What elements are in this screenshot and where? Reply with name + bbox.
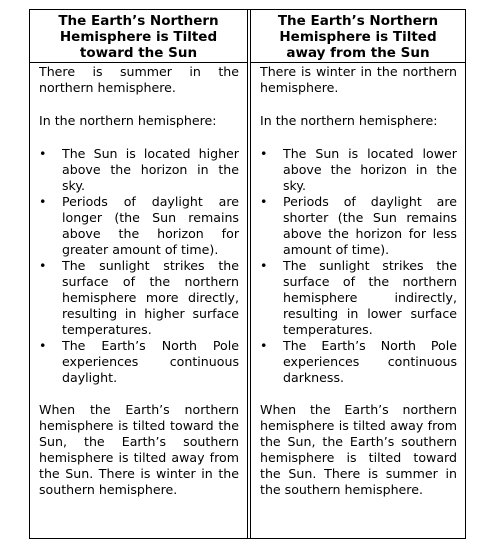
column-body — [30, 63, 247, 498]
bullet-icon: • — [39, 146, 47, 161]
bullet-icon: • — [260, 258, 268, 273]
column-tilted-away-from-sun — [250, 10, 465, 538]
bullet-icon: • — [260, 146, 268, 161]
column-heading: The Earth’s Northern Hemisphere is Tilted away from the Sun — [251, 10, 465, 63]
bullet-icon: • — [260, 338, 268, 353]
conclusion-paragraph: When the Earth’s northern hemisphere is tilted toward the Sun, the Earth’s southern hemisphere is tilted away from the Sun. There is winter in the southern hemisphere. — [39, 402, 239, 497]
bullet-icon: • — [39, 338, 47, 353]
bullet-item: • The Sun is located higher above the horizon in the sky. — [39, 146, 239, 193]
bullet-item: • The Sun is located lower above the horizon in the sky. — [260, 146, 457, 193]
season-line: There is winter in the northern hemisphere. — [260, 64, 457, 95]
season-line: There is summer in the northern hemisphere. — [39, 64, 239, 95]
bullet-item: • Periods of daylight are shorter (the Sun remains above the horizon for less amount of time). — [260, 194, 457, 257]
bullet-icon: • — [39, 258, 47, 273]
column-body — [251, 63, 465, 498]
bullet-item: • The sunlight strikes the surface of the northern hemisphere more directly, resulting in higher surface temperatures. — [39, 258, 239, 337]
bullet-item: • Periods of daylight are longer (the Sun remains above the horizon for greater amount of time). — [39, 194, 239, 257]
bullet-icon: • — [39, 194, 47, 209]
bullet-list — [260, 146, 457, 386]
conclusion-paragraph: When the Earth’s northern hemisphere is tilted away from the Sun, the Earth’s southern hemisphere is tilted toward the Sun. There is summer in the southern hemisphere. — [260, 402, 457, 497]
column-tilted-toward-sun — [30, 10, 248, 538]
intro-line: In the northern hemisphere: — [39, 113, 217, 128]
column-heading: The Earth’s Northern Hemisphere is Tilted toward the Sun — [30, 10, 247, 63]
bullet-list — [39, 146, 239, 386]
comparison-table — [29, 9, 466, 539]
bullet-item: • The sunlight strikes the surface of the northern hemisphere indirectly, resulting in lower surface temperatures. — [260, 258, 457, 337]
bullet-icon: • — [260, 194, 268, 209]
bullet-item: • The Earth’s North Pole experiences continuous darkness. — [260, 338, 457, 385]
bullet-item: • The Earth’s North Pole experiences continuous daylight. — [39, 338, 239, 385]
intro-line: In the northern hemisphere: — [260, 113, 438, 128]
